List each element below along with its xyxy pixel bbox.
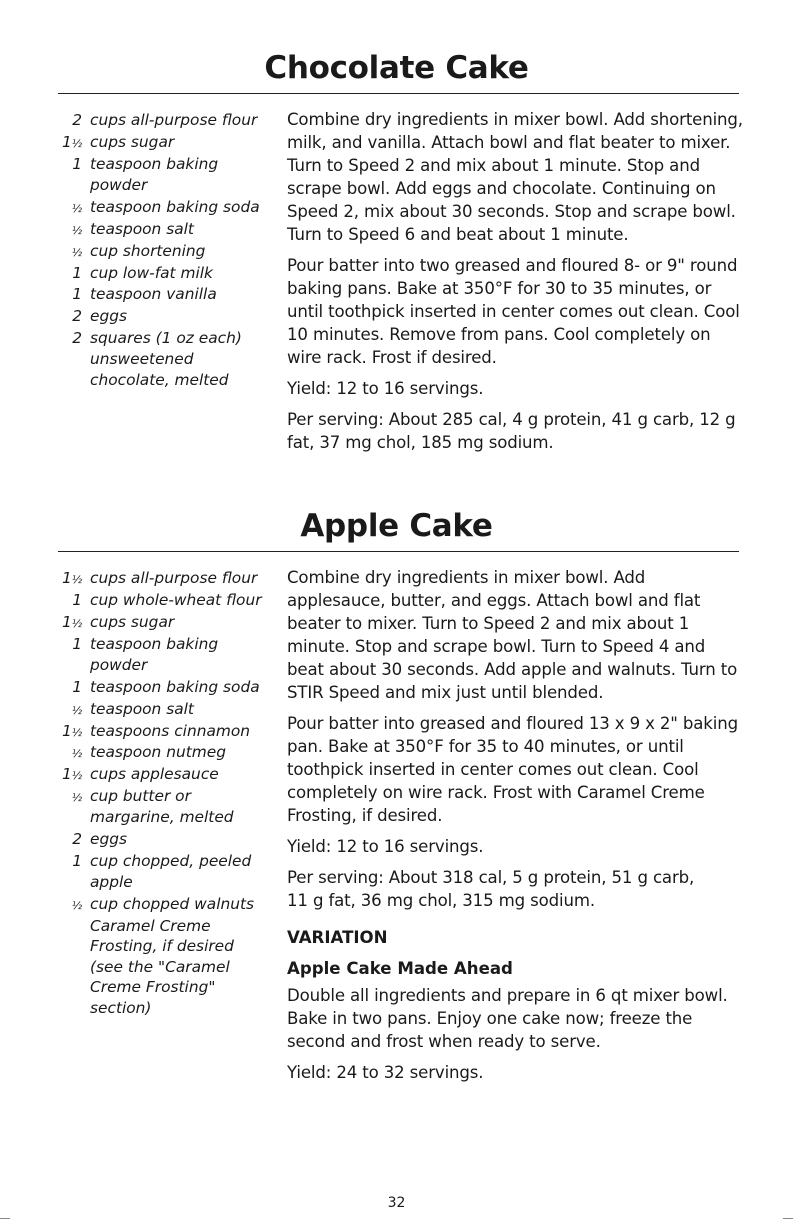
ingredient-quantity: [58, 612, 82, 635]
ingredient-quantity: [58, 786, 82, 809]
ingredient-quantity: [58, 851, 82, 874]
ingredient-quantity-fraction: ½: [71, 137, 82, 150]
ingredient-text: cup chopped walnuts: [90, 894, 255, 913]
ingredient-quantity-fraction: ½: [71, 202, 82, 215]
chocolate-direction-1: Combine dry ingredients in mixer bowl. Add shortening, milk, and vanilla. Attach bowl and flat beater to mixer. Turn to Speed 2 and mix about 1 minute. Stop and scrape bowl. Add eggs and chocolate. Continuing on Speed 2, mix about 30 seconds. Stop and scrape bowl. Turn to Speed 6 and beat about 1 minute.: [287, 110, 743, 244]
ingredient-item: [58, 284, 268, 305]
ingredient-quantity: [58, 219, 82, 242]
ingredient-item: [58, 219, 268, 240]
ingredient-item: [58, 699, 268, 720]
ingredient-item: [58, 851, 268, 892]
ingredient-text: teaspoon baking soda: [90, 197, 260, 216]
apple-cake-title: Apple Cake: [300, 508, 493, 544]
apple-title-rule: [58, 551, 739, 552]
ingredient-quantity-whole: 1: [62, 721, 72, 740]
ingredient-quantity: [58, 241, 82, 264]
ingredient-item: [58, 328, 268, 390]
chocolate-direction-2: Pour batter into two greased and floured 8- or 9" round baking pans. Bake at 350°F for 30 to 35 minutes, or until toothpick inserted in center comes out clean. Cool 10 minutes. Remove from pans. Cool completely on wire rack. Frost if desired.: [287, 256, 740, 367]
ingredient-item: [58, 590, 268, 611]
ingredient-item: [58, 241, 268, 262]
ingredient-item: [58, 894, 268, 915]
chocolate-cake-title: Chocolate Cake: [264, 50, 529, 86]
ingredient-quantity-whole: 1: [72, 852, 82, 871]
ingredient-quantity-whole: 1: [62, 765, 72, 784]
ingredient-item: [58, 154, 268, 195]
chocolate-yield: Yield: 12 to 16 servings.: [287, 379, 484, 398]
ingredient-text: teaspoon vanilla: [90, 285, 217, 304]
ingredient-quantity-fraction: ½: [71, 704, 82, 717]
ingredient-quantity-fraction: ½: [71, 899, 82, 912]
ingredient-item: [58, 568, 268, 589]
ingredient-quantity: [58, 110, 82, 133]
ingredient-quantity: [58, 829, 82, 852]
ingredient-quantity: [58, 699, 82, 722]
chocolate-title-rule: [58, 93, 739, 94]
ingredient-item: [58, 764, 268, 785]
ingredient-quantity-whole: 2: [72, 307, 82, 326]
ingredient-text: teaspoon salt: [90, 699, 194, 718]
ingredient-text: teaspoon baking powder: [90, 634, 219, 674]
ingredient-quantity: [58, 634, 82, 657]
ingredient-quantity-whole: 2: [72, 329, 82, 348]
ingredient-item: [58, 306, 268, 327]
ingredient-text: teaspoon baking powder: [90, 154, 219, 194]
ingredient-text: eggs: [90, 830, 128, 849]
apple-direction-2: Pour batter into greased and floured 13 x 9 x 2" baking pan. Bake at 350°F for 35 to 40 minutes, or until toothpick inserted in center comes out clean. Cool completely on wire rack. Frost with Caramel Creme Frosting, if desired.: [287, 714, 738, 825]
variation-heading: VARIATION: [287, 928, 388, 947]
crop-mark-left: [0, 1218, 10, 1219]
apple-nutrition-line-1: Per serving: About 318 cal, 5 g protein, 51 g carb,: [287, 868, 695, 887]
ingredient-quantity-fraction: ½: [71, 224, 82, 237]
ingredient-quantity: [58, 590, 82, 613]
ingredient-quantity-fraction: ½: [71, 246, 82, 259]
ingredient-text: teaspoon baking soda: [90, 677, 260, 696]
apple-direction-1: Combine dry ingredients in mixer bowl. Add applesauce, butter, and eggs. Attach bowl and flat beater to mixer. Turn to Speed 2 and mix about 1 minute. Stop and scrape bowl. Turn to Speed 4 and beat about 30 seconds. Add apple and walnuts. Turn to STIR Speed and mix just until blended.: [287, 568, 738, 702]
ingredient-text: teaspoon nutmeg: [90, 743, 226, 762]
ingredient-quantity: [58, 721, 82, 744]
ingredient-quantity: [58, 894, 82, 917]
ingredient-quantity-fraction: ½: [71, 770, 82, 783]
ingredient-text: teaspoon salt: [90, 219, 194, 238]
ingredient-quantity: [58, 154, 82, 177]
apple-yield: Yield: 12 to 16 servings.: [287, 837, 484, 856]
variation-text: Double all ingredients and prepare in 6 qt mixer bowl. Bake in two pans. Enjoy one cake now; freeze the second and frost when ready to serve.: [287, 986, 728, 1051]
ingredient-quantity-whole: 1: [62, 132, 72, 151]
ingredient-text: cups all-purpose flour: [90, 111, 258, 129]
ingredient-item: [58, 677, 268, 698]
ingredient-text: cups applesauce: [90, 765, 219, 784]
apple-directions: [287, 566, 747, 1092]
ingredient-quantity-whole: 1: [72, 154, 82, 173]
ingredient-item: [58, 197, 268, 218]
ingredient-text: teaspoons cinnamon: [90, 721, 251, 740]
ingredient-item: [58, 829, 268, 850]
ingredient-quantity-whole: 2: [72, 830, 82, 849]
ingredient-quantity-whole: 1: [62, 612, 72, 631]
chocolate-directions: [287, 108, 747, 462]
ingredient-quantity: [58, 132, 82, 155]
ingredient-quantity: [58, 742, 82, 765]
chocolate-nutrition: Per serving: About 285 cal, 4 g protein, 41 g carb, 12 g fat, 37 mg chol, 185 mg sodium.: [287, 410, 736, 452]
ingredient-quantity-whole: 1: [72, 677, 82, 696]
ingredient-item: [58, 634, 268, 675]
ingredient-quantity: [58, 764, 82, 787]
ingredient-text: cup whole-wheat flour: [90, 590, 262, 609]
ingredient-quantity-fraction: ½: [71, 574, 82, 586]
ingredient-item: [58, 132, 268, 153]
variation-yield: Yield: 24 to 32 servings.: [287, 1063, 484, 1082]
ingredient-text: Caramel Creme Frosting, if desired (see the "Caramel Creme Frosting" section): [90, 916, 234, 1017]
ingredient-quantity-fraction: ½: [71, 617, 82, 630]
page-number: 32: [387, 1195, 406, 1211]
ingredient-item: [58, 612, 268, 633]
ingredient-quantity-fraction: ½: [71, 726, 82, 739]
ingredient-quantity-whole: 1: [72, 590, 82, 609]
ingredient-quantity: [58, 306, 82, 329]
ingredient-item: [58, 263, 268, 284]
ingredient-quantity-whole: 1: [72, 285, 82, 304]
ingredient-quantity: [58, 328, 82, 351]
ingredient-text: eggs: [90, 307, 128, 326]
ingredient-quantity-fraction: ½: [71, 792, 82, 805]
ingredient-item: [58, 110, 268, 131]
ingredient-item: [58, 742, 268, 763]
ingredient-quantity-fraction: ½: [71, 748, 82, 761]
ingredient-quantity-whole: 2: [72, 111, 82, 129]
ingredient-quantity-whole: 1: [72, 263, 82, 282]
apple-nutrition-line-2: 11 g fat, 36 mg chol, 315 mg sodium.: [287, 891, 595, 910]
ingredient-quantity-whole: 1: [72, 634, 82, 653]
ingredient-item: [58, 916, 268, 1019]
ingredient-item: [58, 786, 268, 827]
ingredient-text: cup low-fat milk: [90, 263, 213, 282]
ingredient-text: cups sugar: [90, 612, 175, 631]
chocolate-ingredients-list: [58, 110, 268, 392]
ingredient-text: cup chopped, peeled apple: [90, 852, 252, 891]
ingredient-text: cup butter or margarine, melted: [90, 787, 234, 827]
ingredient-text: cups sugar: [90, 132, 175, 151]
ingredient-quantity: [58, 284, 82, 307]
ingredient-quantity: [58, 677, 82, 700]
ingredient-item: [58, 721, 268, 742]
variation-title: Apple Cake Made Ahead: [287, 959, 513, 978]
ingredient-quantity: [58, 568, 82, 591]
ingredient-text: squares (1 oz each) unsweetened chocolate, melted: [90, 329, 242, 389]
ingredient-text: cups all-purpose flour: [90, 569, 258, 587]
ingredient-quantity: [58, 197, 82, 220]
crop-mark-right: [783, 1218, 793, 1219]
apple-ingredients-list: [58, 568, 268, 1020]
ingredient-quantity-whole: 1: [62, 569, 72, 587]
ingredient-quantity: [58, 263, 82, 286]
ingredient-text: cup shortening: [90, 241, 206, 260]
